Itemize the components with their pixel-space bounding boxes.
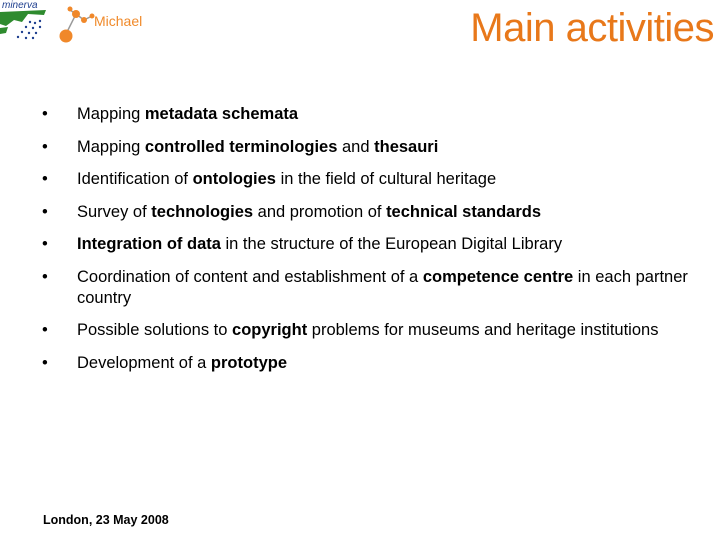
list-item <box>42 202 702 223</box>
bullet-text: Survey of <box>77 202 152 221</box>
bullet-emphasis: prototype <box>210 353 288 372</box>
bullet-text: Mapping <box>77 137 145 156</box>
bullet-text: and promotion of <box>253 202 387 221</box>
list-item <box>42 234 702 255</box>
minerva-logo-icon <box>0 0 52 42</box>
bullet-emphasis: ontologies <box>192 170 276 188</box>
bullet-text: Development of a <box>77 353 211 372</box>
bullet-emphasis: copyright <box>232 321 308 339</box>
bullet-emphasis: metadata schemata <box>144 105 299 123</box>
bullet-emphasis: technical standards <box>386 202 542 221</box>
list-item <box>42 137 702 158</box>
bullet-text: in the field of cultural heritage <box>276 170 497 188</box>
slide-title: Main activities <box>470 6 714 50</box>
bullet-text: Mapping <box>77 105 145 123</box>
bullet-text: Possible solutions to <box>77 321 233 339</box>
bullet-emphasis: competence centre <box>422 267 574 286</box>
list-item <box>42 353 702 374</box>
bullet-emphasis: thesauri <box>374 137 439 156</box>
bullet-text: and <box>337 137 375 156</box>
bullet-text: Coordination of content and establishment of a <box>77 267 423 286</box>
list-item <box>42 267 702 309</box>
list-item <box>42 104 702 125</box>
activities-list <box>42 104 702 385</box>
bullet-emphasis: Integration of data <box>77 235 221 253</box>
bullet-text: problems for museums and heritage institutions <box>307 321 659 339</box>
michael-logo-icon <box>58 4 168 44</box>
michael-logo-text: Michael <box>94 13 143 29</box>
minerva-logo-text: minerva <box>2 0 38 11</box>
footer-date: London, 23 May 2008 <box>43 513 169 527</box>
list-item <box>42 169 702 190</box>
list-item <box>42 320 702 341</box>
bullet-text: in the structure of the European Digital Library <box>220 235 563 253</box>
bullet-emphasis: technologies <box>151 202 254 221</box>
bullet-emphasis: controlled terminologies <box>144 137 338 156</box>
bullet-text: in each partner country <box>77 267 688 307</box>
bullet-text: Identification of <box>77 170 193 188</box>
